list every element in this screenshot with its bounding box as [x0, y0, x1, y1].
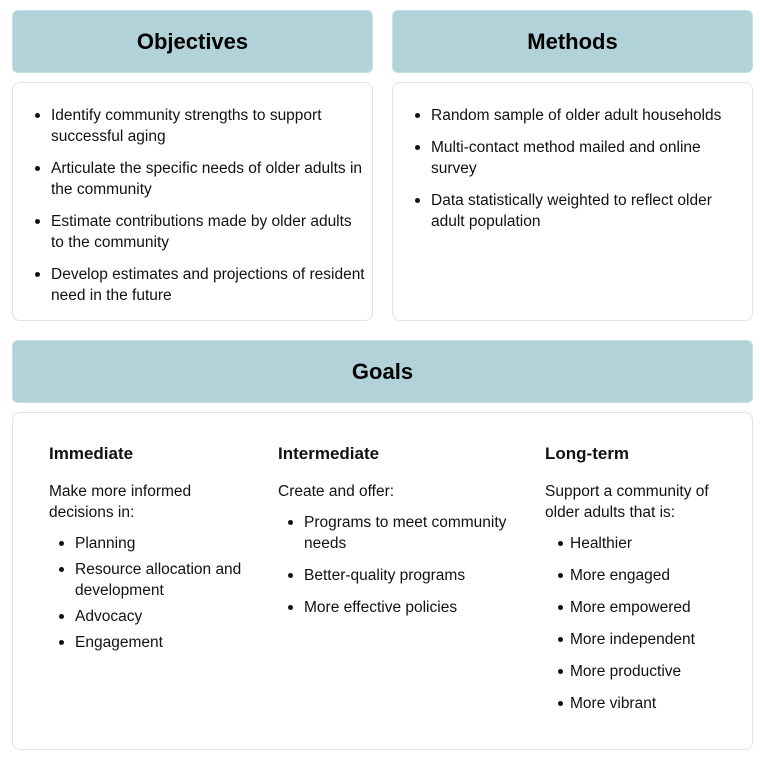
- goal-intermediate-list: [288, 512, 508, 618]
- list-item: Programs to meet community needs: [288, 512, 508, 554]
- list-item: Develop estimates and projections of resident need in the future: [35, 264, 365, 306]
- goals-title: Goals: [351, 358, 414, 384]
- list-item: Articulate the specific needs of older adults in the community: [35, 158, 365, 200]
- goal-intermediate-intro: Create and offer:: [278, 483, 395, 500]
- goal-immediate-title: Immediate: [49, 444, 134, 463]
- goal-immediate-list: [59, 533, 249, 653]
- goal-long-term-title: Long-term: [545, 444, 630, 463]
- list-item: More engaged: [545, 565, 745, 586]
- methods-list: [415, 105, 745, 243]
- list-item: Multi-contact method mailed and online survey: [415, 137, 745, 179]
- list-item: Advocacy: [59, 606, 249, 627]
- methods-title: Methods: [527, 28, 618, 54]
- objectives-title: Objectives: [136, 28, 249, 54]
- list-item: More independent: [545, 629, 745, 650]
- list-item: Estimate contributions made by older adults to the community: [35, 211, 365, 253]
- methods-panel: [392, 82, 753, 321]
- list-item: More vibrant: [545, 693, 745, 714]
- methods-header: [392, 10, 753, 73]
- goal-intermediate-title: Intermediate: [278, 444, 380, 463]
- list-item: More effective policies: [288, 597, 508, 618]
- list-item: Planning: [59, 533, 249, 554]
- list-item: Random sample of older adult households: [415, 105, 745, 126]
- list-item: Healthier: [545, 533, 745, 554]
- list-item: Identify community strengths to support successful aging: [35, 105, 365, 147]
- list-item: More empowered: [545, 597, 745, 618]
- objectives-header: [12, 10, 373, 73]
- list-item: More productive: [545, 661, 745, 682]
- goal-column-immediate: [49, 443, 249, 658]
- goal-column-intermediate: [278, 443, 508, 629]
- list-item: Engagement: [59, 632, 249, 653]
- goals-header: [12, 340, 753, 403]
- goals-panel: [12, 412, 753, 750]
- objectives-list: [35, 105, 365, 317]
- objectives-panel: [12, 82, 373, 321]
- list-item: Resource allocation and development: [59, 559, 249, 601]
- list-item: Better-quality programs: [288, 565, 508, 586]
- goal-long-term-list: [545, 533, 745, 714]
- goal-immediate-intro: Make more informed decisions in:: [49, 483, 192, 521]
- list-item: Data statistically weighted to reflect older adult population: [415, 190, 745, 232]
- goal-column-long-term: [545, 443, 745, 725]
- goal-long-term-intro: Support a community of older adults that is:: [545, 483, 709, 521]
